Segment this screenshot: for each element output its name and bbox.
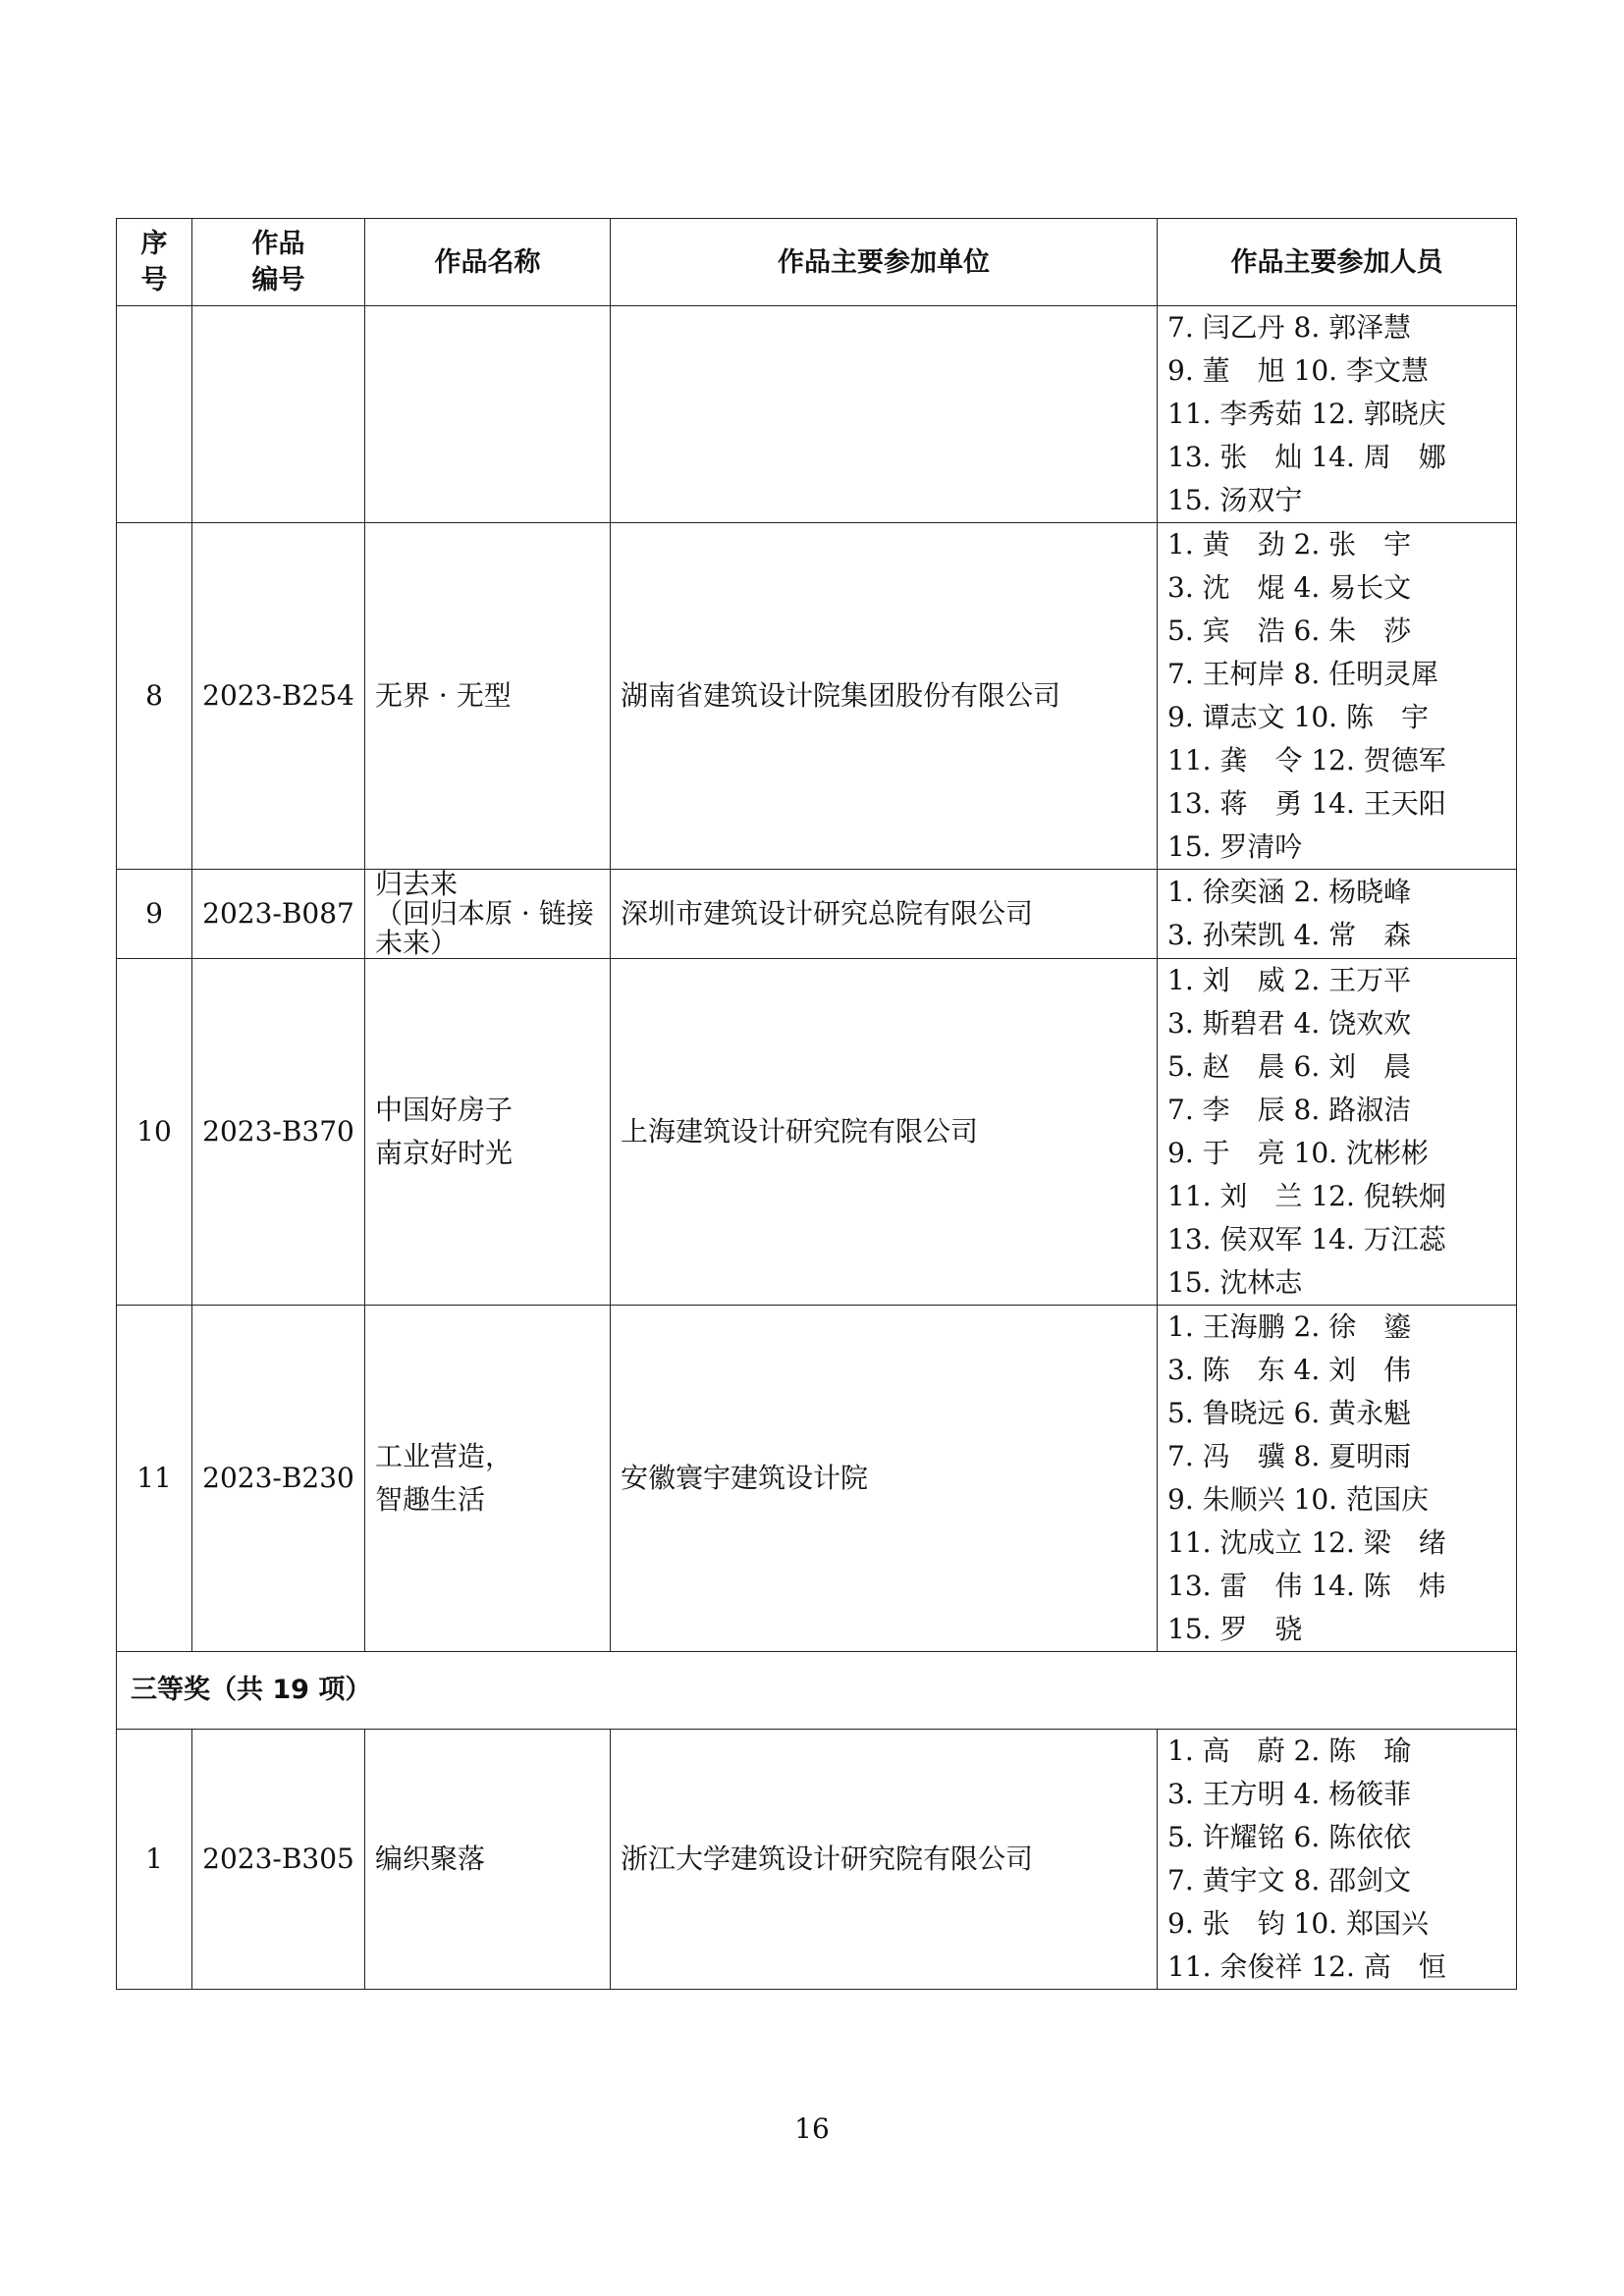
member-line: 15. 罗清吟: [1167, 830, 1303, 863]
member-line: 1. 刘 威 2. 王万平: [1167, 964, 1412, 996]
row-members: [1158, 959, 1517, 1306]
row-index: [117, 306, 192, 523]
member-line: 11. 李秀茹 12. 郭晓庆: [1167, 398, 1446, 430]
table-header-row: [117, 219, 1517, 306]
member-line: 3. 沈 焜 4. 易长文: [1167, 571, 1412, 604]
member-line: 7. 闫乙丹 8. 郭泽慧: [1167, 311, 1412, 344]
row-work-name: 中国好房子 南京好时光: [365, 959, 611, 1306]
row-work-name: 编织聚落: [365, 1730, 611, 1990]
member-line: 9. 朱顺兴 10. 范国庆: [1167, 1483, 1429, 1516]
member-line: 15. 沈林志: [1167, 1266, 1303, 1299]
member-line: 1. 高 蔚 2. 陈 瑜: [1167, 1735, 1412, 1767]
row-unit: 安徽寰宇建筑设计院: [611, 1306, 1158, 1652]
table-row: [117, 959, 1517, 1306]
header-name: 作品名称: [365, 219, 611, 306]
member-line: 3. 陈 东 4. 刘 伟: [1167, 1354, 1412, 1386]
award-table: [116, 218, 1517, 1990]
member-line: 3. 王方明 4. 杨筱菲: [1167, 1778, 1412, 1810]
table-body: [117, 306, 1517, 1990]
member-line: 9. 董 旭 10. 李文慧: [1167, 354, 1429, 387]
member-line: 15. 罗 骁: [1167, 1613, 1303, 1645]
member-line: 1. 黄 劲 2. 张 宇: [1167, 528, 1412, 561]
section-row: [117, 1652, 1517, 1730]
row-work-name: 归去来 （回归本原 · 链接未来）: [365, 870, 611, 959]
row-index: 10: [117, 959, 192, 1306]
header-index-l1: 序: [140, 229, 168, 259]
member-line: 11. 余俊祥 12. 高 恒: [1167, 1950, 1446, 1983]
row-members: [1158, 306, 1517, 523]
member-line: 9. 于 亮 10. 沈彬彬: [1167, 1137, 1429, 1169]
member-line: 5. 宾 浩 6. 朱 莎: [1167, 614, 1412, 647]
member-line: 3. 孙荣凯 4. 常 森: [1167, 919, 1412, 951]
row-work-code: 2023-B370: [192, 959, 365, 1306]
member-line: 7. 王柯岸 8. 任明灵犀: [1167, 658, 1439, 690]
member-line: 7. 冯 骥 8. 夏明雨: [1167, 1440, 1412, 1472]
header-code: [192, 219, 365, 306]
header-code-l2: 编号: [251, 265, 305, 295]
row-work-code: 2023-B230: [192, 1306, 365, 1652]
member-line: 7. 黄宇文 8. 邵剑文: [1167, 1864, 1412, 1896]
member-line: 1. 王海鹏 2. 徐 鎏: [1167, 1310, 1412, 1343]
row-work-code: [192, 306, 365, 523]
member-line: 7. 李 辰 8. 路淑洁: [1167, 1094, 1412, 1126]
member-line: 13. 雷 伟 14. 陈 炜: [1167, 1570, 1446, 1602]
header-unit: 作品主要参加单位: [611, 219, 1158, 306]
member-line: 11. 刘 兰 12. 倪轶炯: [1167, 1180, 1446, 1212]
member-line: 5. 许耀铭 6. 陈依依: [1167, 1821, 1412, 1853]
row-unit: 浙江大学建筑设计研究院有限公司: [611, 1730, 1158, 1990]
row-members: [1158, 1730, 1517, 1990]
row-unit: 湖南省建筑设计院集团股份有限公司: [611, 523, 1158, 870]
table-row: [117, 1730, 1517, 1990]
row-index: 1: [117, 1730, 192, 1990]
row-members: [1158, 523, 1517, 870]
row-work-name: 无界 · 无型: [365, 523, 611, 870]
member-line: 11. 沈成立 12. 梁 绪: [1167, 1526, 1446, 1559]
row-unit: [611, 306, 1158, 523]
table-row: [117, 523, 1517, 870]
row-members: [1158, 870, 1517, 959]
row-work-code: 2023-B254: [192, 523, 365, 870]
section-title: 三等奖（共 19 项）: [117, 1652, 1517, 1730]
member-line: 11. 龚 令 12. 贺德军: [1167, 744, 1446, 776]
row-unit: 深圳市建筑设计研究总院有限公司: [611, 870, 1158, 959]
header-members: 作品主要参加人员: [1158, 219, 1517, 306]
row-index: 11: [117, 1306, 192, 1652]
row-work-name: [365, 306, 611, 523]
row-unit: 上海建筑设计研究院有限公司: [611, 959, 1158, 1306]
header-index-l2: 号: [140, 265, 168, 295]
member-line: 1. 徐奕涵 2. 杨晓峰: [1167, 876, 1412, 908]
member-line: 5. 鲁晓远 6. 黄永魁: [1167, 1397, 1412, 1429]
header-code-l1: 作品: [251, 229, 305, 259]
member-line: 13. 张 灿 14. 周 娜: [1167, 441, 1446, 473]
member-line: 5. 赵 晨 6. 刘 晨: [1167, 1050, 1412, 1083]
row-work-code: 2023-B305: [192, 1730, 365, 1990]
member-line: 9. 张 钧 10. 郑国兴: [1167, 1907, 1429, 1940]
table-row: [117, 870, 1517, 959]
member-line: 13. 蒋 勇 14. 王天阳: [1167, 787, 1446, 820]
row-work-name: 工业营造， 智趣生活: [365, 1306, 611, 1652]
row-index: 9: [117, 870, 192, 959]
table-row: [117, 1306, 1517, 1652]
row-members: [1158, 1306, 1517, 1652]
member-line: 9. 谭志文 10. 陈 宇: [1167, 701, 1429, 733]
row-work-code: 2023-B087: [192, 870, 365, 959]
page-number: 16: [794, 2112, 830, 2145]
table-row: [117, 306, 1517, 523]
member-line: 15. 汤双宁: [1167, 484, 1303, 516]
row-index: 8: [117, 523, 192, 870]
header-index: [117, 219, 192, 306]
member-line: 13. 侯双军 14. 万江蕊: [1167, 1223, 1446, 1255]
member-line: 3. 斯碧君 4. 饶欢欢: [1167, 1007, 1412, 1040]
